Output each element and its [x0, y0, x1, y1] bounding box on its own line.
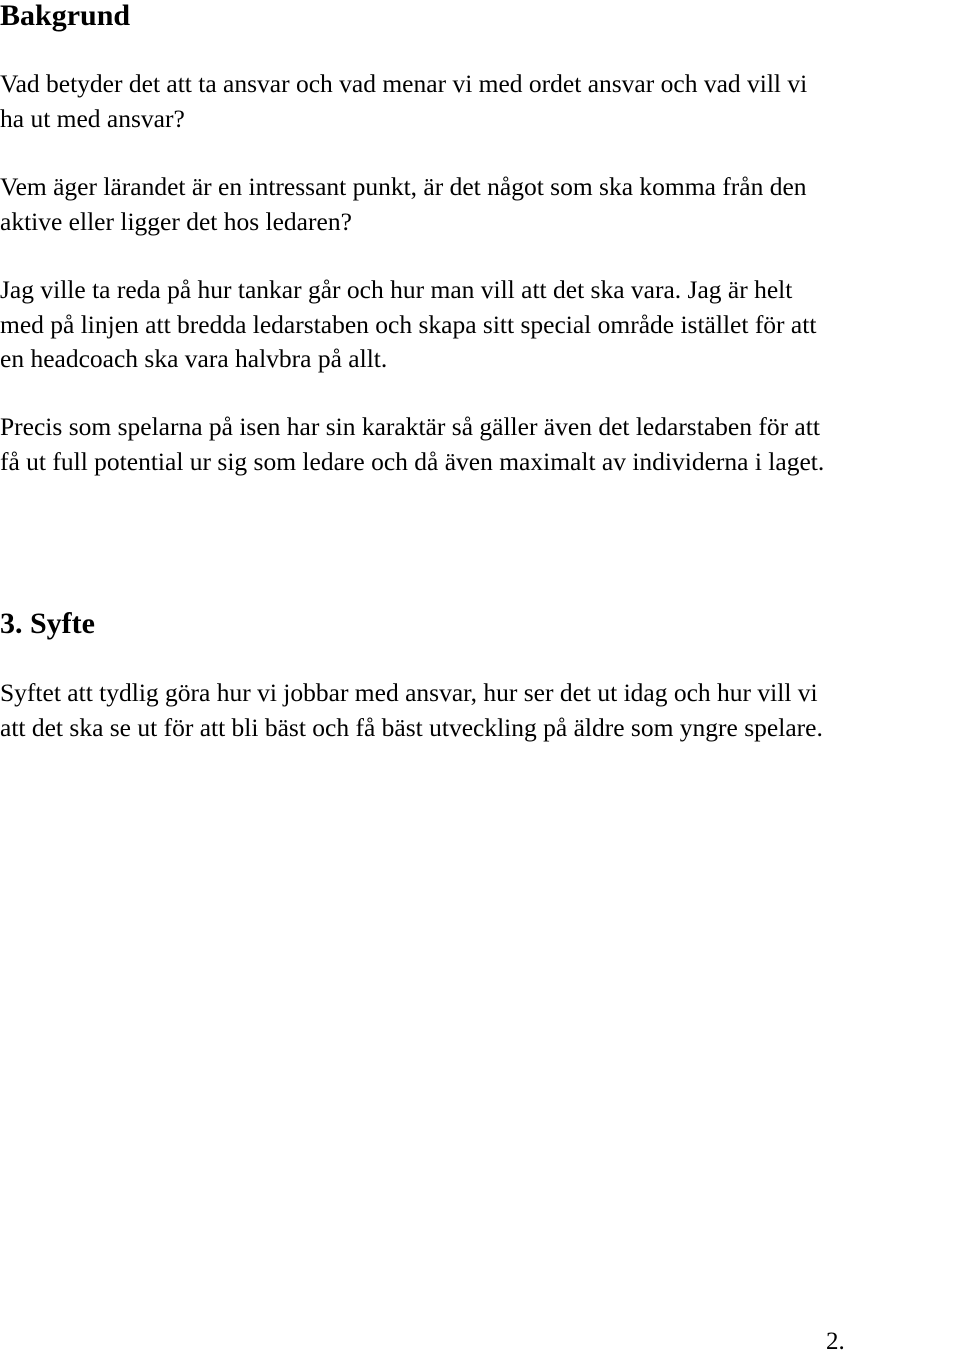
text-line: Syftet att tydlig göra hur vi jobbar med ansvar, hur ser det ut idag och hur vill vi — [0, 678, 818, 707]
text-line: med på linjen att bredda ledarstaben och skapa sitt special område istället för att — [0, 309, 817, 339]
paragraph-syfte — [0, 676, 960, 745]
text-line: aktive eller ligger det hos ledaren? — [0, 206, 352, 236]
text-line: att det ska se ut för att bli bäst och få bäst utveckling på äldre som yngre spelare. — [0, 712, 823, 742]
text-line: Vad betyder det att ta ansvar och vad menar vi med ordet ansvar och vad vill vi — [0, 69, 808, 98]
text-line: en headcoach ska vara halvbra på allt. — [0, 344, 388, 373]
paragraph-spelarna — [0, 410, 960, 479]
section-heading-syfte: 3. Syfte — [0, 607, 95, 640]
text-line: Vem äger lärandet är en intressant punkt, är det något som ska komma från den — [0, 172, 807, 201]
paragraph-ledarstaben — [0, 273, 960, 377]
text-line: Precis som spelarna på isen har sin karaktär så gäller även det ledarstaben för att — [0, 412, 820, 441]
section-heading-bakgrund: Bakgrund — [0, 0, 131, 32]
text-line: ha ut med ansvar? — [0, 103, 185, 133]
text-line: Jag ville ta reda på hur tankar går och hur man vill att det ska vara. Jag är helt — [0, 275, 793, 304]
paragraph-larandet — [0, 170, 960, 239]
paragraph-ansvar-question — [0, 67, 960, 136]
text-line: få ut full potential ur sig som ledare och då även maximalt av individerna i laget. — [0, 446, 825, 476]
page-number: 2. — [826, 1328, 845, 1355]
